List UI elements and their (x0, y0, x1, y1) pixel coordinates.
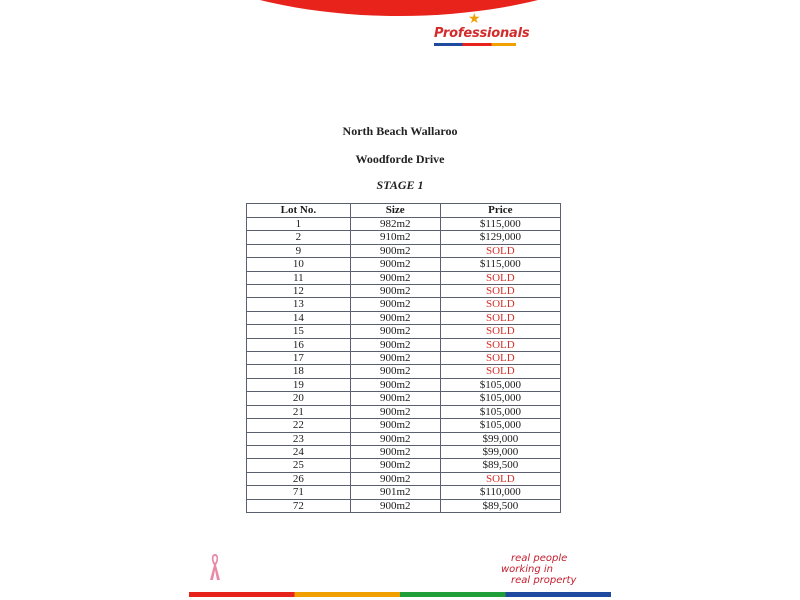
table-row (247, 244, 561, 257)
size-cell: 900m2 (350, 392, 440, 405)
price-cell: SOLD (440, 338, 560, 351)
table-row (247, 365, 561, 378)
table-row (247, 445, 561, 458)
price-cell: $105,000 (440, 378, 560, 391)
price-cell: $105,000 (440, 405, 560, 418)
lot-number-cell: 72 (247, 499, 351, 512)
price-cell: SOLD (440, 325, 560, 338)
table-row (247, 392, 561, 405)
lot-number-cell: 13 (247, 298, 351, 311)
lot-number-cell: 25 (247, 459, 351, 472)
table-row (247, 325, 561, 338)
lot-number-cell: 9 (247, 244, 351, 257)
price-cell: $99,000 (440, 432, 560, 445)
lot-number-cell: 18 (247, 365, 351, 378)
size-cell: 900m2 (350, 445, 440, 458)
tagline-line-3: real property (511, 575, 577, 586)
price-cell: $89,500 (440, 459, 560, 472)
lot-number-cell: 26 (247, 472, 351, 485)
lot-number-cell: 24 (247, 445, 351, 458)
table-row (247, 432, 561, 445)
price-cell: SOLD (440, 271, 560, 284)
bottom-color-bar (189, 592, 611, 597)
price-cell: SOLD (440, 365, 560, 378)
tagline-line-1: real people (511, 553, 568, 564)
size-cell: 900m2 (350, 298, 440, 311)
price-cell: SOLD (440, 311, 560, 324)
size-cell: 900m2 (350, 244, 440, 257)
table-row (247, 419, 561, 432)
price-cell: $105,000 (440, 419, 560, 432)
size-cell: 900m2 (350, 378, 440, 391)
lot-number-cell: 71 (247, 486, 351, 499)
size-cell: 900m2 (350, 459, 440, 472)
professionals-logo (434, 12, 530, 50)
document-page (189, 0, 611, 600)
table-row (247, 338, 561, 351)
table-row (247, 352, 561, 365)
pink-ribbon-icon (208, 552, 222, 582)
column-header-lot: Lot No. (247, 204, 351, 218)
professionals-star-icon: ★ (468, 12, 481, 27)
table-row (247, 405, 561, 418)
lot-number-cell: 15 (247, 325, 351, 338)
lot-number-cell: 19 (247, 378, 351, 391)
size-cell: 910m2 (350, 231, 440, 244)
table-row (247, 499, 561, 512)
lot-number-cell: 14 (247, 311, 351, 324)
logo-text: Professionals (434, 26, 530, 41)
size-cell: 900m2 (350, 352, 440, 365)
table-row (247, 285, 561, 298)
tagline (501, 553, 577, 586)
price-cell: $110,000 (440, 486, 560, 499)
table-row (247, 298, 561, 311)
lot-number-cell: 22 (247, 419, 351, 432)
lot-number-cell: 16 (247, 338, 351, 351)
price-cell: $105,000 (440, 392, 560, 405)
size-cell: 900m2 (350, 432, 440, 445)
column-header-price: Price (440, 204, 560, 218)
size-cell: 900m2 (350, 311, 440, 324)
price-cell: SOLD (440, 244, 560, 257)
price-cell: $89,500 (440, 499, 560, 512)
size-cell: 900m2 (350, 258, 440, 271)
size-cell: 900m2 (350, 419, 440, 432)
header-arc (189, 0, 611, 16)
price-cell: $115,000 (440, 258, 560, 271)
table-row (247, 271, 561, 284)
price-cell: SOLD (440, 352, 560, 365)
price-cell: SOLD (440, 285, 560, 298)
lot-number-cell: 10 (247, 258, 351, 271)
street-name: Woodforde Drive (355, 152, 445, 166)
lot-price-table (246, 203, 561, 513)
size-cell: 900m2 (350, 325, 440, 338)
size-cell: 900m2 (350, 285, 440, 298)
size-cell: 982m2 (350, 218, 440, 231)
table-row (247, 311, 561, 324)
table-row (247, 486, 561, 499)
size-cell: 900m2 (350, 271, 440, 284)
logo-underline (434, 43, 516, 46)
table-row (247, 231, 561, 244)
lot-number-cell: 2 (247, 231, 351, 244)
price-cell: SOLD (440, 472, 560, 485)
table-row (247, 459, 561, 472)
lot-number-cell: 11 (247, 271, 351, 284)
tagline-line-2: working in (501, 564, 553, 575)
lot-number-cell: 21 (247, 405, 351, 418)
lot-number-cell: 23 (247, 432, 351, 445)
price-cell: SOLD (440, 298, 560, 311)
size-cell: 900m2 (350, 472, 440, 485)
table-row (247, 378, 561, 391)
size-cell: 901m2 (350, 486, 440, 499)
column-header-size: Size (350, 204, 440, 218)
lot-number-cell: 1 (247, 218, 351, 231)
stage-label: STAGE 1 (376, 178, 424, 192)
table-row (247, 258, 561, 271)
lot-number-cell: 20 (247, 392, 351, 405)
price-cell: $129,000 (440, 231, 560, 244)
size-cell: 900m2 (350, 499, 440, 512)
size-cell: 900m2 (350, 365, 440, 378)
size-cell: 900m2 (350, 338, 440, 351)
price-cell: $99,000 (440, 445, 560, 458)
table-header-row (247, 204, 561, 218)
size-cell: 900m2 (350, 405, 440, 418)
price-cell: $115,000 (440, 218, 560, 231)
document-heading: North Beach Wallaroo (342, 124, 458, 138)
table-row (247, 218, 561, 231)
table-row (247, 472, 561, 485)
lot-number-cell: 12 (247, 285, 351, 298)
lot-number-cell: 17 (247, 352, 351, 365)
